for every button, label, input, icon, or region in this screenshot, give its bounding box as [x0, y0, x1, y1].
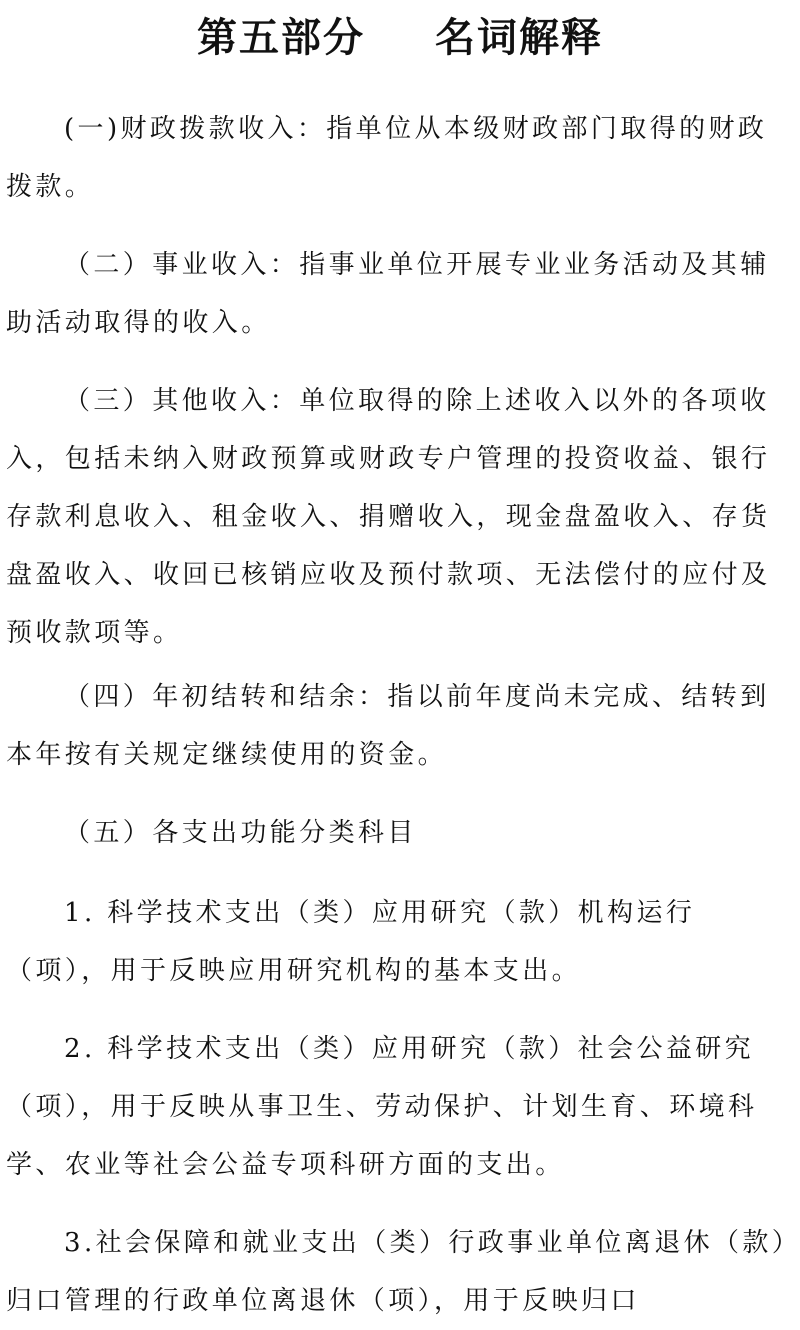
paragraph-expenditure-item-3: 3.社会保障和就业支出（类）行政事业单位离退休（款）归口管理的行政单位离退休（项），用于反映归口: [6, 1228, 789, 1316]
paragraph-carryover-balance: （四）年初结转和结余：指以前年度尚未完成、结转到本年按有关规定继续使用的资金。: [6, 682, 770, 770]
page-title: [0, 10, 800, 66]
paragraph-expenditure-categories-heading: （五）各支出功能分类科目: [64, 818, 417, 848]
title-part: 第五部分: [197, 15, 365, 61]
paragraph-fiscal-appropriation-income: (一)财政拨款收入：指单位从本级财政部门取得的财政拨款。: [6, 114, 768, 202]
paragraph-other-income: （三）其他收入：单位取得的除上述收入以外的各项收入，包括未纳入财政预算或财政专户管理的投资收益、银行存款利息收入、租金收入、捐赠收入，现金盘盈收入、存货盘盈收入、收回已核销应收及预付款项、无法偿付的应付及预收款项等。: [6, 386, 771, 648]
paragraph-expenditure-item-1: 1. 科学技术支出（类）应用研究（款）机构运行（项），用于反映应用研究机构的基本支出。: [6, 898, 696, 986]
title-name: 名词解释: [435, 15, 603, 61]
paragraph-expenditure-item-2: 2. 科学技术支出（类）应用研究（款）社会公益研究（项），用于反映从事卫生、劳动保护、计划生育、环境科学、农业等社会公益专项科研方面的支出。: [6, 1034, 758, 1180]
paragraph-business-income: （二）事业收入：指事业单位开展专业业务活动及其辅助活动取得的收入。: [6, 250, 770, 338]
